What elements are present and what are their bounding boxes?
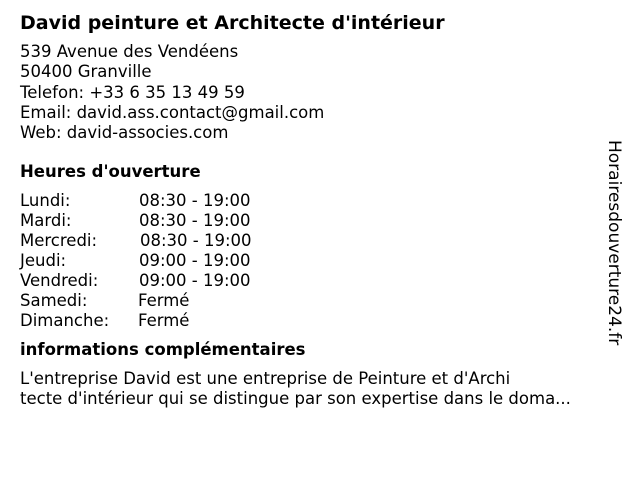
hours-day: Samedi: <box>20 291 88 311</box>
hours-heading: Heures d'ouverture <box>20 162 201 182</box>
hours-time: Fermé <box>138 311 190 331</box>
contact-block <box>20 42 610 143</box>
hours-row <box>20 211 610 231</box>
address-city: 50400 Granville <box>20 62 152 82</box>
hours-time: 08:30 - 19:00 <box>140 231 252 251</box>
web-line: Web: david-associes.com <box>20 123 229 143</box>
hours-day: Jeudi: <box>20 251 67 271</box>
info-text-line: L'entreprise David est une entreprise de Peinture et d'Archi <box>20 369 511 389</box>
hours-row <box>20 311 610 331</box>
hours-row <box>20 271 610 291</box>
hours-day: Mardi: <box>20 211 72 231</box>
email-line: Email: david.ass.contact@gmail.com <box>20 102 325 122</box>
hours-day: Mercredi: <box>20 231 98 251</box>
hours-table <box>20 191 610 331</box>
hours-day: Dimanche: <box>20 311 110 331</box>
address-street: 539 Avenue des Vendéens <box>20 42 239 61</box>
hours-time: 09:00 - 19:00 <box>139 271 251 291</box>
hours-row <box>20 291 610 311</box>
hours-day: Vendredi: <box>20 271 99 291</box>
info-heading: informations complémentaires <box>20 340 306 360</box>
hours-day: Lundi: <box>20 191 71 211</box>
info-description <box>20 369 610 409</box>
hours-time: 08:30 - 19:00 <box>139 211 251 231</box>
hours-row <box>20 191 610 211</box>
info-text-line: tecte d'intérieur qui se distingue par son expertise dans le doma... <box>20 389 571 409</box>
hours-time: 09:00 - 19:00 <box>139 251 251 271</box>
business-card <box>20 10 610 409</box>
hours-row <box>20 231 610 251</box>
business-name: David peinture et Architecte d'intérieur <box>20 12 445 34</box>
hours-time: Fermé <box>138 291 190 311</box>
site-watermark: Horairesdouverture24.fr <box>604 140 624 346</box>
phone-line: Telefon: +33 6 35 13 49 59 <box>20 82 245 102</box>
hours-time: 08:30 - 19:00 <box>139 191 251 211</box>
hours-row <box>20 251 610 271</box>
